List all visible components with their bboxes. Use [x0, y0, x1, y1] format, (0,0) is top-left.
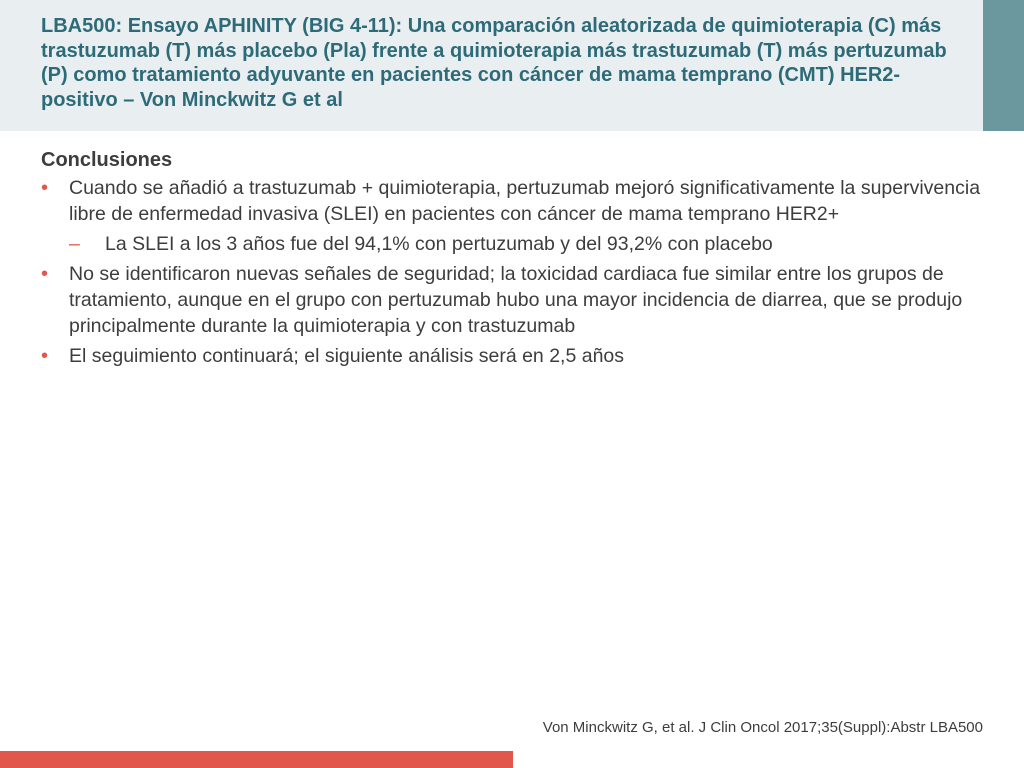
- footer-accent-bar: [0, 751, 513, 768]
- bullet-text: El seguimiento continuará; el siguiente análisis será en 2,5 años: [69, 345, 625, 367]
- sub-bullet-marker: –: [69, 233, 80, 255]
- bullet-item: [41, 175, 991, 257]
- slide-title: LBA500: Ensayo APHINITY (BIG 4-11): Una comparación aleatorizada de quimioterapia (C) más trastuzumab (T) más placebo (Pla) frente a quimioterapia más trastuzumab (T) más pertuzumab (P) como tratamiento adyuvante en pacientes con cáncer de mama temprano (CMT) HER2-positivo – Von Minckwitz G et al: [41, 15, 947, 111]
- section-heading: Conclusiones: [41, 149, 173, 171]
- content-area: [41, 147, 991, 373]
- header-accent-block: [983, 0, 1024, 131]
- sub-bullet-list: [69, 231, 991, 257]
- bullet-list: [41, 175, 991, 369]
- bullet-item: [41, 261, 991, 339]
- bullet-marker: •: [41, 177, 49, 199]
- title-header: [0, 0, 983, 131]
- bullet-text: Cuando se añadió a trastuzumab + quimioterapia, pertuzumab mejoró significativamente la supervivencia libre de enfermedad invasiva (SLEI) en pacientes con cáncer de mama temprano HER2+: [69, 177, 981, 225]
- sub-bullet-item: [69, 231, 991, 257]
- bullet-item: [41, 343, 991, 369]
- bullet-marker: •: [41, 345, 49, 367]
- sub-bullet-text: La SLEI a los 3 años fue del 94,1% con pertuzumab y del 93,2% con placebo: [105, 233, 773, 255]
- bullet-marker: •: [41, 263, 49, 285]
- bullet-text: No se identificaron nuevas señales de seguridad; la toxicidad cardiaca fue similar entre los grupos de tratamiento, aunque en el grupo con pertuzumab hubo una mayor incidencia de diarrea, que se produjo principalmente durante la quimioterapia y con trastuzumab: [69, 263, 963, 337]
- reference-citation: Von Minckwitz G, et al. J Clin Oncol 2017;35(Suppl):Abstr LBA500: [542, 719, 983, 736]
